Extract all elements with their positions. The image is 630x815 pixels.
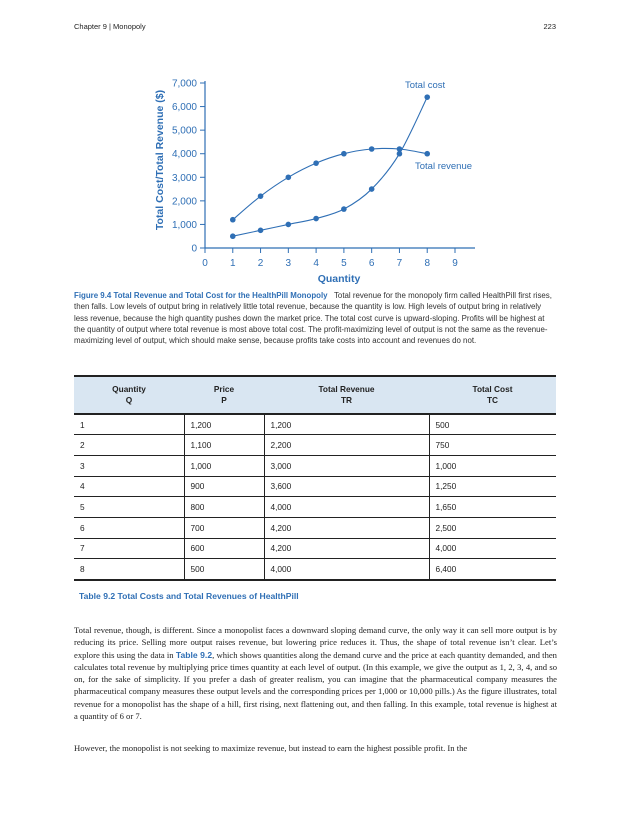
figure-caption: [74, 290, 556, 346]
header-quantity: Quantity Q: [74, 376, 184, 414]
x-tick-label: 8: [424, 258, 431, 269]
table-row: [74, 559, 556, 580]
table-cell: 6,400: [429, 559, 556, 580]
total-cost-point: [341, 206, 347, 212]
y-tick-label: 5,000: [171, 125, 197, 137]
total-revenue-point: [258, 193, 264, 199]
table-cell: 5: [74, 497, 184, 518]
x-axis-label: Quantity: [317, 273, 361, 285]
table-header-row: [74, 376, 556, 414]
total-revenue-label: Total revenue: [415, 161, 473, 172]
x-tick-label: 3: [285, 258, 292, 269]
table-cell: 1,100: [184, 435, 264, 456]
table-cell: 700: [184, 517, 264, 538]
table-cell: 1,250: [429, 476, 556, 497]
total-cost-point: [286, 222, 292, 228]
total-revenue-cost-chart: [0, 0, 630, 290]
total-revenue-point: [286, 174, 292, 180]
table-cell: 8: [74, 559, 184, 580]
table-row: [74, 476, 556, 497]
series-points: [230, 94, 430, 239]
tick-labels: [172, 79, 458, 270]
para1-text-before: Total revenue, though, is different. Since a monopolist faces a downward sloping demand curve, the only way it can sell more output is by reducing its price. Selling more output raises revenue, but lowering price reduces it. Thus, the shape of total revenue isn’t clear. Let’s explore this using the data in: [74, 625, 557, 660]
y-tick-label: 0: [191, 243, 197, 255]
total-revenue-point: [230, 217, 236, 223]
table-cell: 4,000: [264, 497, 429, 518]
total-cost-line: [233, 97, 427, 236]
y-tick-label: 7,000: [171, 78, 197, 90]
y-tick-label: 4,000: [171, 149, 197, 161]
table-cell: 4,000: [264, 559, 429, 580]
para1-text-after: , which shows quantities along the demand curve and the price at each quantity demanded, and then calculates total revenue by multiplying price times quantity at each level of output. (In this example, we give the output as 1, 2, 3, 4, and so on, for the sake of simplicity. If you prefer a dash of greater realism, you can imagine that the pharmaceutical company measures the pharmaceutical company measures these output levels and the corresponding prices per 1,000 or 10,000 pills.) As the figure illustrates, total revenue for a monopolist has the shape of a hill, first rising, next flattening out, and then falling. In this example, total revenue is highest at a quantity of 6 or 7.: [74, 649, 557, 722]
table-cell: 2,500: [429, 517, 556, 538]
table-cell: 4,200: [264, 517, 429, 538]
figure-text: Total revenue for the monopoly firm called HealthPill first rises, then falls. Low levels of output bring in relatively little total revenue, because the quantity is low. High levels of output bring in relatively less revenue, because the high quantity pushes down the market price. The total cost curve is upward-sloping. Profits will be highest at the quantity of output where total revenue is most above total cost. The profit-maximizing level of output is not the same as the revenue-maximizing level of output, which should make sense, because profits take costs into account and revenues do not.: [74, 291, 552, 346]
y-tick-label: 3,000: [171, 172, 197, 184]
table-caption: Table 9.2 Total Costs and Total Revenues of HealthPill: [79, 591, 299, 601]
table-row: [74, 435, 556, 456]
total-cost-point: [369, 186, 375, 192]
table-cell: 3: [74, 455, 184, 476]
total-revenue-point: [424, 151, 430, 157]
table-cell: 3,600: [264, 476, 429, 497]
total-revenue-point: [341, 151, 347, 157]
table-cell: 6: [74, 517, 184, 538]
table-cell: 800: [184, 497, 264, 518]
body-paragraph: However, the monopolist is not seeking to maximize revenue, but instead to earn the highest possible profit. In the: [74, 743, 468, 753]
header-price: Price P: [184, 376, 264, 414]
header-total-cost: Total Cost TC: [429, 376, 556, 414]
total-cost-label: Total cost: [405, 80, 446, 91]
table-cell: 7: [74, 538, 184, 559]
total-revenue-point: [369, 146, 375, 152]
table-cell: 1: [74, 414, 184, 435]
y-tick-label: 6,000: [171, 102, 197, 114]
table-cell: 600: [184, 538, 264, 559]
y-tick-label: 1,000: [171, 219, 197, 231]
table-cell: 1,000: [429, 455, 556, 476]
table-cell: 750: [429, 435, 556, 456]
table-cell: 1,200: [264, 414, 429, 435]
x-tick-label: 5: [341, 258, 347, 269]
series-lines: [233, 97, 427, 236]
table-cell: 2,200: [264, 435, 429, 456]
table-row: [74, 414, 556, 435]
x-tick-label: 1: [229, 258, 236, 269]
x-tick-label: 6: [368, 258, 375, 269]
table-row: [74, 538, 556, 559]
header-total-revenue: Total Revenue TR: [264, 376, 429, 414]
total-revenue-point: [313, 160, 319, 166]
total-cost-point: [424, 94, 430, 100]
table-cell: 900: [184, 476, 264, 497]
table-row: [74, 455, 556, 476]
table-reference-link[interactable]: Table 9.2: [175, 649, 213, 660]
table-cell: 4,200: [264, 538, 429, 559]
table-cell: 4,000: [429, 538, 556, 559]
table-cell: 1,650: [429, 497, 556, 518]
total-cost-point: [230, 233, 236, 239]
revenue-cost-table: [74, 375, 556, 581]
total-cost-point: [258, 228, 264, 234]
body-paragraph: [74, 624, 557, 722]
page-number: 223: [543, 22, 556, 31]
chapter-title: Chapter 9 | Monopoly: [74, 22, 146, 31]
x-tick-label: 0: [202, 258, 208, 269]
x-tick-label: 9: [452, 258, 458, 269]
total-cost-point: [313, 216, 319, 222]
table-row: [74, 517, 556, 538]
table-cell: 500: [184, 559, 264, 580]
table-cell: 1,200: [184, 414, 264, 435]
table-cell: 500: [429, 414, 556, 435]
y-axis-label: Total Cost/Total Revenue ($): [154, 89, 166, 231]
table-cell: 4: [74, 476, 184, 497]
table-cell: 2: [74, 435, 184, 456]
x-tick-label: 4: [313, 258, 319, 269]
table-row: [74, 497, 556, 518]
figure-label: Figure 9.4 Total Revenue and Total Cost for the HealthPill Monopoly: [74, 291, 328, 300]
table-cell: 3,000: [264, 455, 429, 476]
x-tick-label: 2: [257, 258, 264, 269]
y-tick-label: 2,000: [171, 196, 197, 208]
table-cell: 1,000: [184, 455, 264, 476]
total-revenue-line: [233, 148, 427, 219]
total-revenue-point: [397, 146, 403, 152]
x-tick-label: 7: [396, 258, 403, 269]
